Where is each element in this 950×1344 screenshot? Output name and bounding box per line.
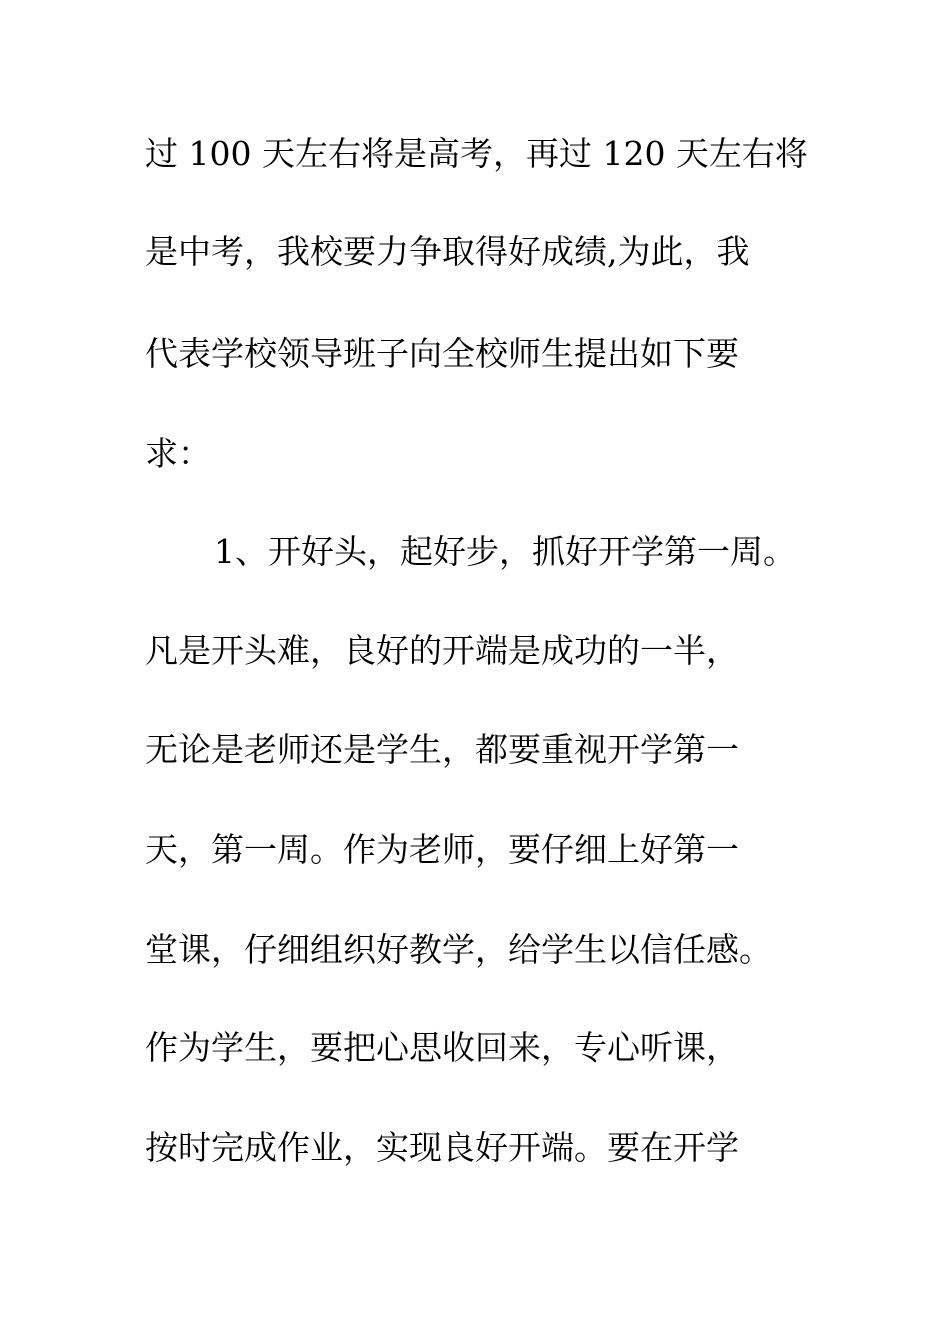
list-item-1-line-7: 按时完成作业，实现良好开端。要在开学 — [145, 1128, 739, 1167]
list-item-1-line-3: 无论是老师还是学生，都要重视开学第一 — [145, 730, 739, 769]
paragraph-line-3: 代表学校领导班子向全校师生提出如下要 — [145, 334, 739, 373]
paragraph-line-2: 是中考，我校要力争取得好成绩,为此，我 — [145, 232, 750, 271]
list-item-1-line-5: 堂课，仔细组织好教学，给学生以信任感。 — [145, 930, 772, 969]
paragraph-line-4: 求： — [145, 434, 211, 473]
paragraph-line-1: 过 100 天左右将是高考，再过 120 天左右将 — [145, 134, 808, 173]
list-item-1-line-1: 1、开好头，起好步，抓好开学第一周。 — [214, 532, 796, 571]
list-item-1-line-2: 凡是开头难，良好的开端是成功的一半， — [145, 631, 739, 670]
list-item-1-line-6: 作为学生，要把心思收回来，专心听课， — [145, 1028, 739, 1067]
list-item-1-line-4: 天，第一周。作为老师，要仔细上好第一 — [145, 830, 739, 869]
